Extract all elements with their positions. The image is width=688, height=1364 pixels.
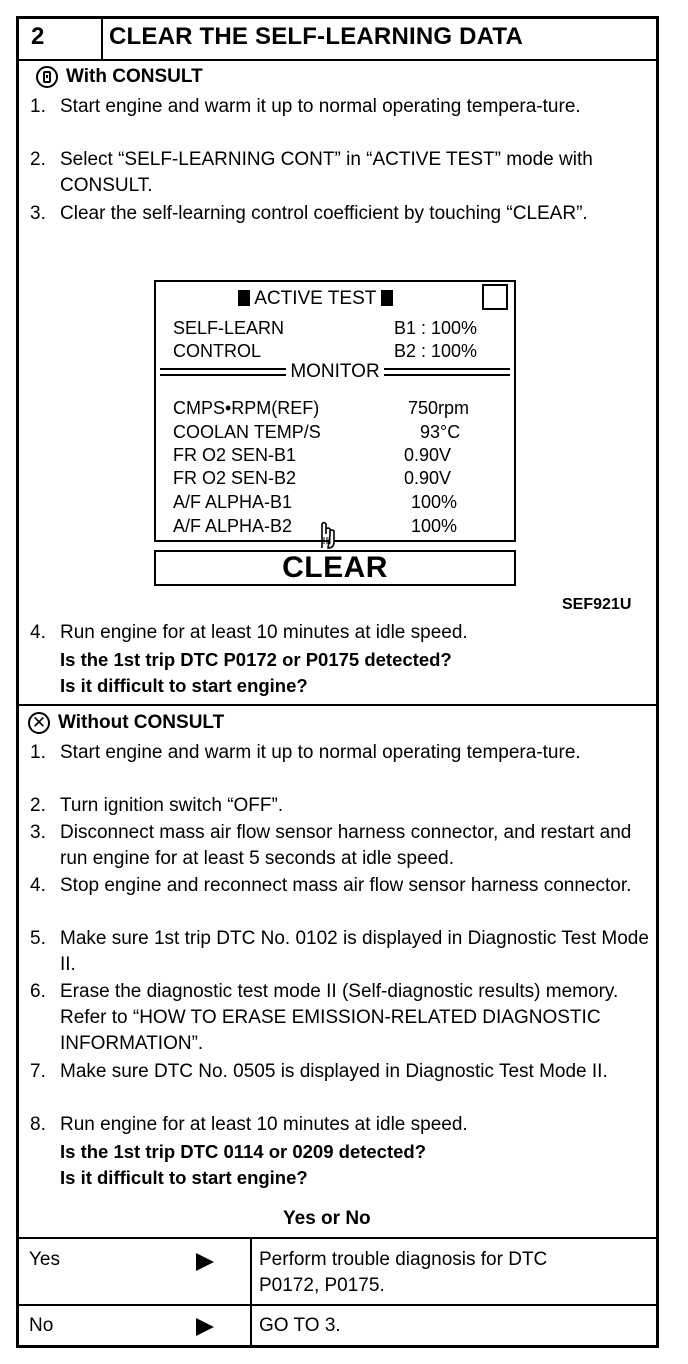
monitor-row-label: A/F ALPHA-B2 (173, 516, 293, 536)
consult-step-2: 2. Select “SELF-LEARNING CONT” in “ACTIVE TEST” mode with CONSULT. (30, 149, 593, 196)
checkbox-icon (482, 284, 508, 310)
results-mid-rule (16, 1304, 659, 1306)
no-consult-icon: ✕ (28, 712, 50, 734)
answer-no: No (29, 1315, 54, 1336)
action-no: GO TO 3. (259, 1315, 341, 1336)
black-square-icon (381, 290, 393, 306)
monitor-row-value: 0.90V (404, 468, 452, 488)
monitor-row-label: COOLAN TEMP/S (173, 422, 321, 442)
figure-caption: SEF921U (562, 596, 632, 613)
monitor-separator (160, 361, 510, 383)
monitor-row-label: A/F ALPHA-B1 (173, 492, 293, 512)
consult-question-2: Is it difficult to start engine? (60, 675, 308, 696)
with-consult-label: With CONSULT (66, 66, 203, 87)
black-square-icon (238, 290, 250, 306)
arrow-right-icon (196, 1253, 214, 1271)
action-yes-line-2: P0172, P0175. (259, 1275, 385, 1296)
answer-yes: Yes (29, 1249, 60, 1270)
manual-step-6: 6. Erase the diagnostic test mode II (Self-diagnostic results) memory. Refer to “HOW TO ERASE EMISSION-RELATED DIAGNOSTIC INFORMATION”. (30, 981, 619, 1054)
page-title: CLEAR THE SELF-LEARNING DATA (109, 23, 524, 50)
clear-button[interactable]: CLEAR (154, 550, 516, 586)
active-test-title: ACTIVE TEST (238, 288, 393, 310)
with-consult-heading (36, 66, 203, 88)
monitor-row-value: 93°C (420, 422, 461, 442)
monitor-row-label: FR O2 SEN-B2 (173, 468, 297, 488)
b2-value: B2 : 100% (394, 341, 478, 361)
manual-step-3: 3. Disconnect mass air flow sensor harness connector, and restart and run engine for at least 5 seconds at idle speed. (30, 822, 632, 869)
control-label: CONTROL (173, 341, 262, 361)
consult-step-3: 3. Clear the self-learning control coefficient by touching “CLEAR”. (30, 203, 588, 224)
monitor-row-value: 0.90V (404, 445, 452, 465)
monitor-row-label: CMPS•RPM(REF) (173, 398, 320, 418)
without-consult-heading (28, 712, 224, 734)
arrow-right-icon (196, 1318, 214, 1336)
consult-icon (36, 66, 58, 88)
section-divider (16, 704, 659, 706)
consult-step-1: 1. Start engine and warm it up to normal operating tempera-ture. (30, 96, 581, 117)
touch-hand-icon (317, 520, 337, 550)
action-yes-line-1: Perform trouble diagnosis for DTC (259, 1249, 548, 1270)
consult-question-1: Is the 1st trip DTC P0172 or P0175 detected? (60, 649, 452, 670)
monitor-row-label: FR O2 SEN-B1 (173, 445, 297, 465)
step-number: 2 (31, 23, 45, 50)
manual-question-2: Is it difficult to start engine? (60, 1167, 308, 1188)
yes-or-no-label: Yes or No (283, 1208, 371, 1229)
results-top-rule (16, 1237, 659, 1239)
header-bottom-rule (16, 59, 659, 61)
manual-step-2: 2. Turn ignition switch “OFF”. (30, 795, 284, 816)
self-learn-label: SELF-LEARN (173, 318, 285, 338)
manual-step-1: 1. Start engine and warm it up to normal operating tempera-ture. (30, 742, 581, 763)
manual-step-5: 5. Make sure 1st trip DTC No. 0102 is displayed in Diagnostic Test Mode II. (30, 928, 649, 975)
manual-step-7: 7. Make sure DTC No. 0505 is displayed in Diagnostic Test Mode II. (30, 1061, 608, 1082)
monitor-label: MONITOR (290, 361, 380, 382)
monitor-row-value: 100% (411, 516, 458, 536)
header-divider (101, 16, 103, 60)
consult-step-4: 4. Run engine for at least 10 minutes at idle speed. (30, 622, 468, 643)
monitor-row-value: 750rpm (408, 398, 470, 418)
monitor-row-value: 100% (411, 492, 458, 512)
without-consult-label: Without CONSULT (58, 712, 225, 733)
b1-value: B1 : 100% (394, 318, 478, 338)
manual-question-1: Is the 1st trip DTC 0114 or 0209 detected? (60, 1141, 427, 1162)
manual-step-8: 8. Run engine for at least 10 minutes at idle speed. (30, 1114, 468, 1135)
results-column-divider (250, 1237, 252, 1348)
manual-step-4: 4. Stop engine and reconnect mass air flow sensor harness connector. (30, 875, 632, 896)
